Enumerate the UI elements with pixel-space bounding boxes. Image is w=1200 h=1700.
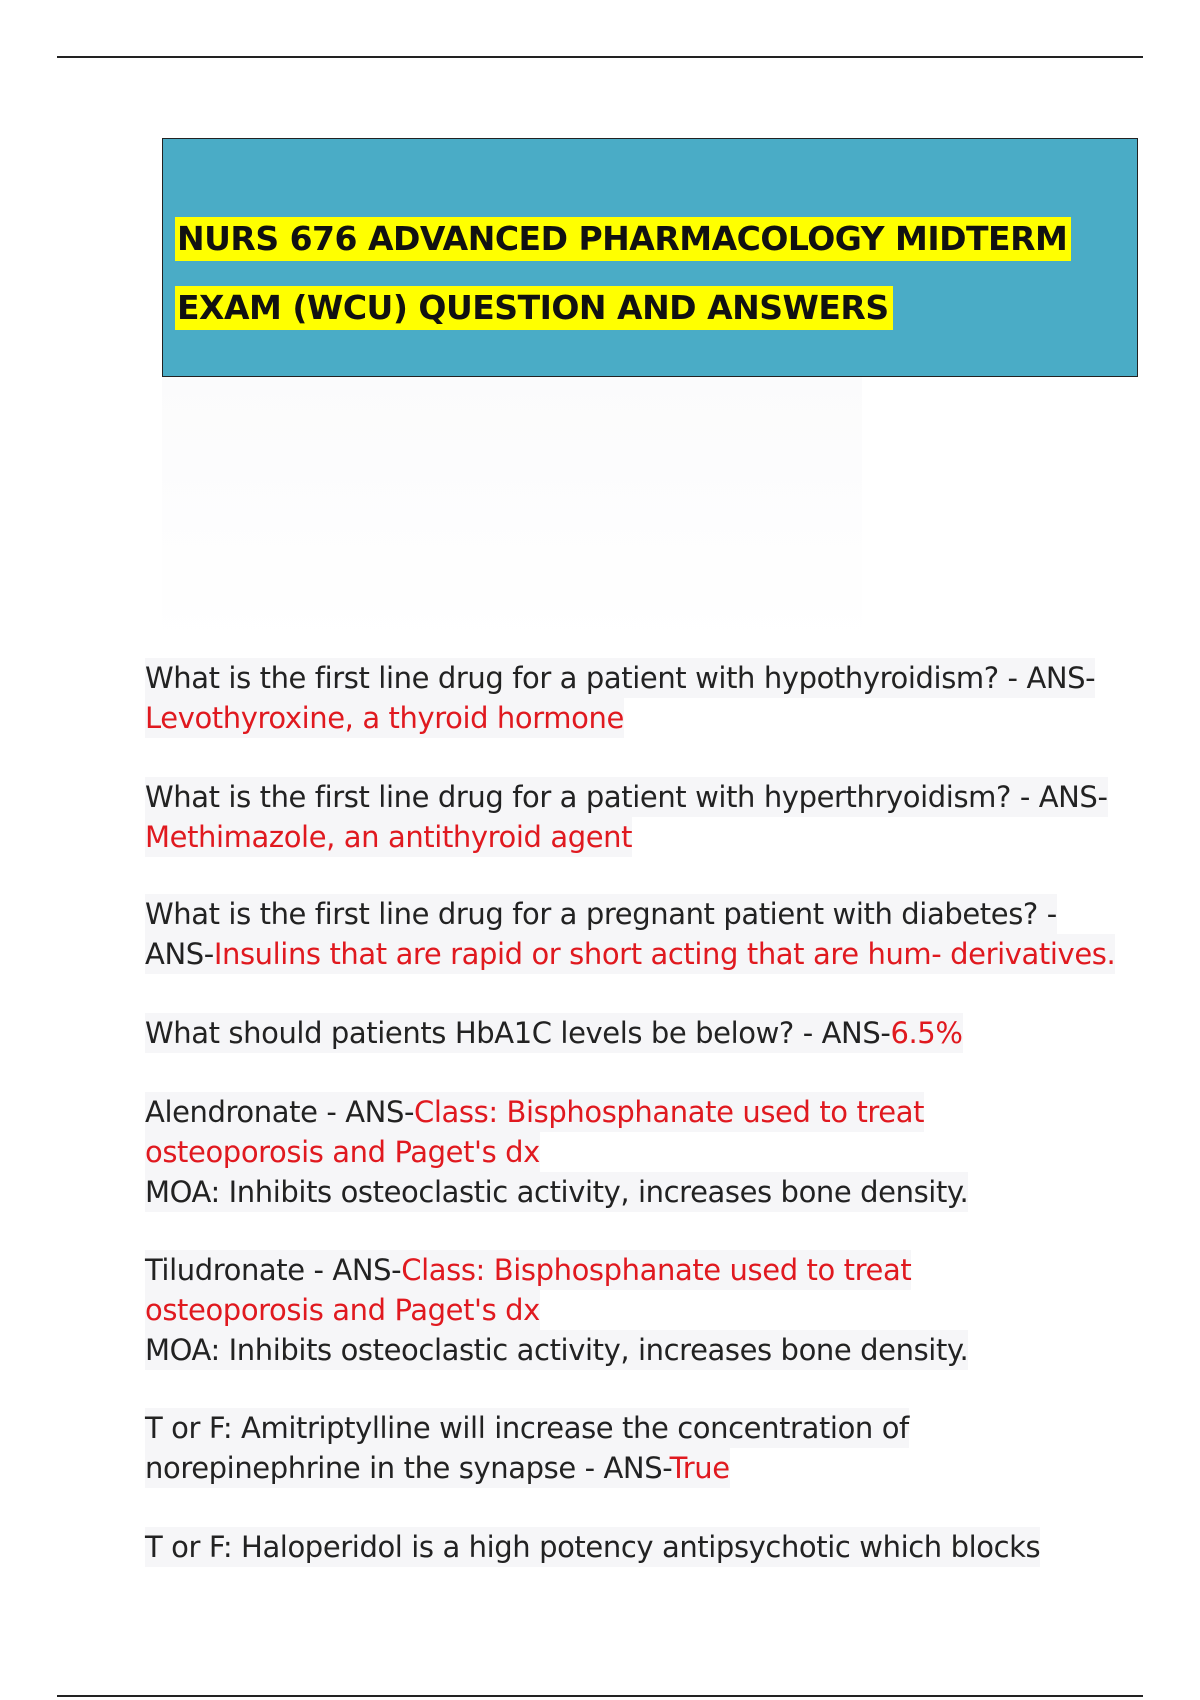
qa-item-alendronate	[145, 1092, 1105, 1212]
bottom-rule	[57, 1695, 1143, 1697]
question-text: What is the first line drug for a pregnant patient with diabetes? -	[145, 894, 1057, 934]
qa-item-tiludronate	[145, 1250, 1105, 1370]
answer-text: True	[669, 1451, 730, 1485]
qa-item-pregnant-diabetes	[145, 894, 1116, 974]
answer-text-continued: osteoporosis and Paget's dx	[145, 1290, 540, 1330]
qa-item-hyperthyroidism	[145, 777, 1108, 857]
answer-prefix: ANS-	[145, 937, 214, 971]
answer-text: Levothyroxine, a thyroid hormone	[145, 698, 624, 738]
answer-text-continued: osteoporosis and Paget's dx	[145, 1132, 540, 1172]
moa-text: MOA: Inhibits osteoclastic activity, increases bone density.	[145, 1330, 968, 1370]
document-title-line-2: EXAM (WCU) QUESTION AND ANSWERS	[175, 286, 893, 330]
answer-text: Insulins that are rapid or short acting that are hum- derivatives.	[213, 937, 1116, 971]
title-box	[162, 138, 1138, 377]
question-text: T or F: Haloperidol is a high potency antipsychotic which blocks	[145, 1527, 1040, 1567]
document-title-line-1: NURS 676 ADVANCED PHARMACOLOGY MIDTERM	[175, 217, 1071, 261]
qa-item-haloperidol	[145, 1527, 1105, 1567]
qa-item-hypothyroidism	[145, 658, 1105, 738]
answer-text: 6.5%	[890, 1016, 963, 1050]
question-text: Tiludronate - ANS-	[145, 1253, 402, 1287]
answer-text: Methimazole, an antithyroid agent	[145, 817, 632, 857]
question-text-continued: norepinephrine in the synapse - ANS-	[145, 1451, 670, 1485]
question-text: What is the first line drug for a patient with hyperthryoidism? - ANS-	[145, 777, 1108, 817]
qa-item-amitriptyline	[145, 1408, 1105, 1488]
top-rule	[57, 56, 1143, 58]
question-text: What is the first line drug for a patient with hypothyroidism? - ANS-	[145, 658, 1095, 698]
blank-cover-area	[162, 377, 862, 647]
answer-text: Class: Bisphosphanate used to treat	[401, 1253, 912, 1287]
question-text: T or F: Amitriptylline will increase the concentration of	[145, 1408, 909, 1448]
answer-text: Class: Bisphosphanate used to treat	[414, 1095, 925, 1129]
moa-text: MOA: Inhibits osteoclastic activity, increases bone density.	[145, 1172, 968, 1212]
question-text: What should patients HbA1C levels be below? - ANS-	[145, 1016, 891, 1050]
qa-item-hba1c	[145, 1013, 1105, 1053]
question-text: Alendronate - ANS-	[145, 1095, 415, 1129]
